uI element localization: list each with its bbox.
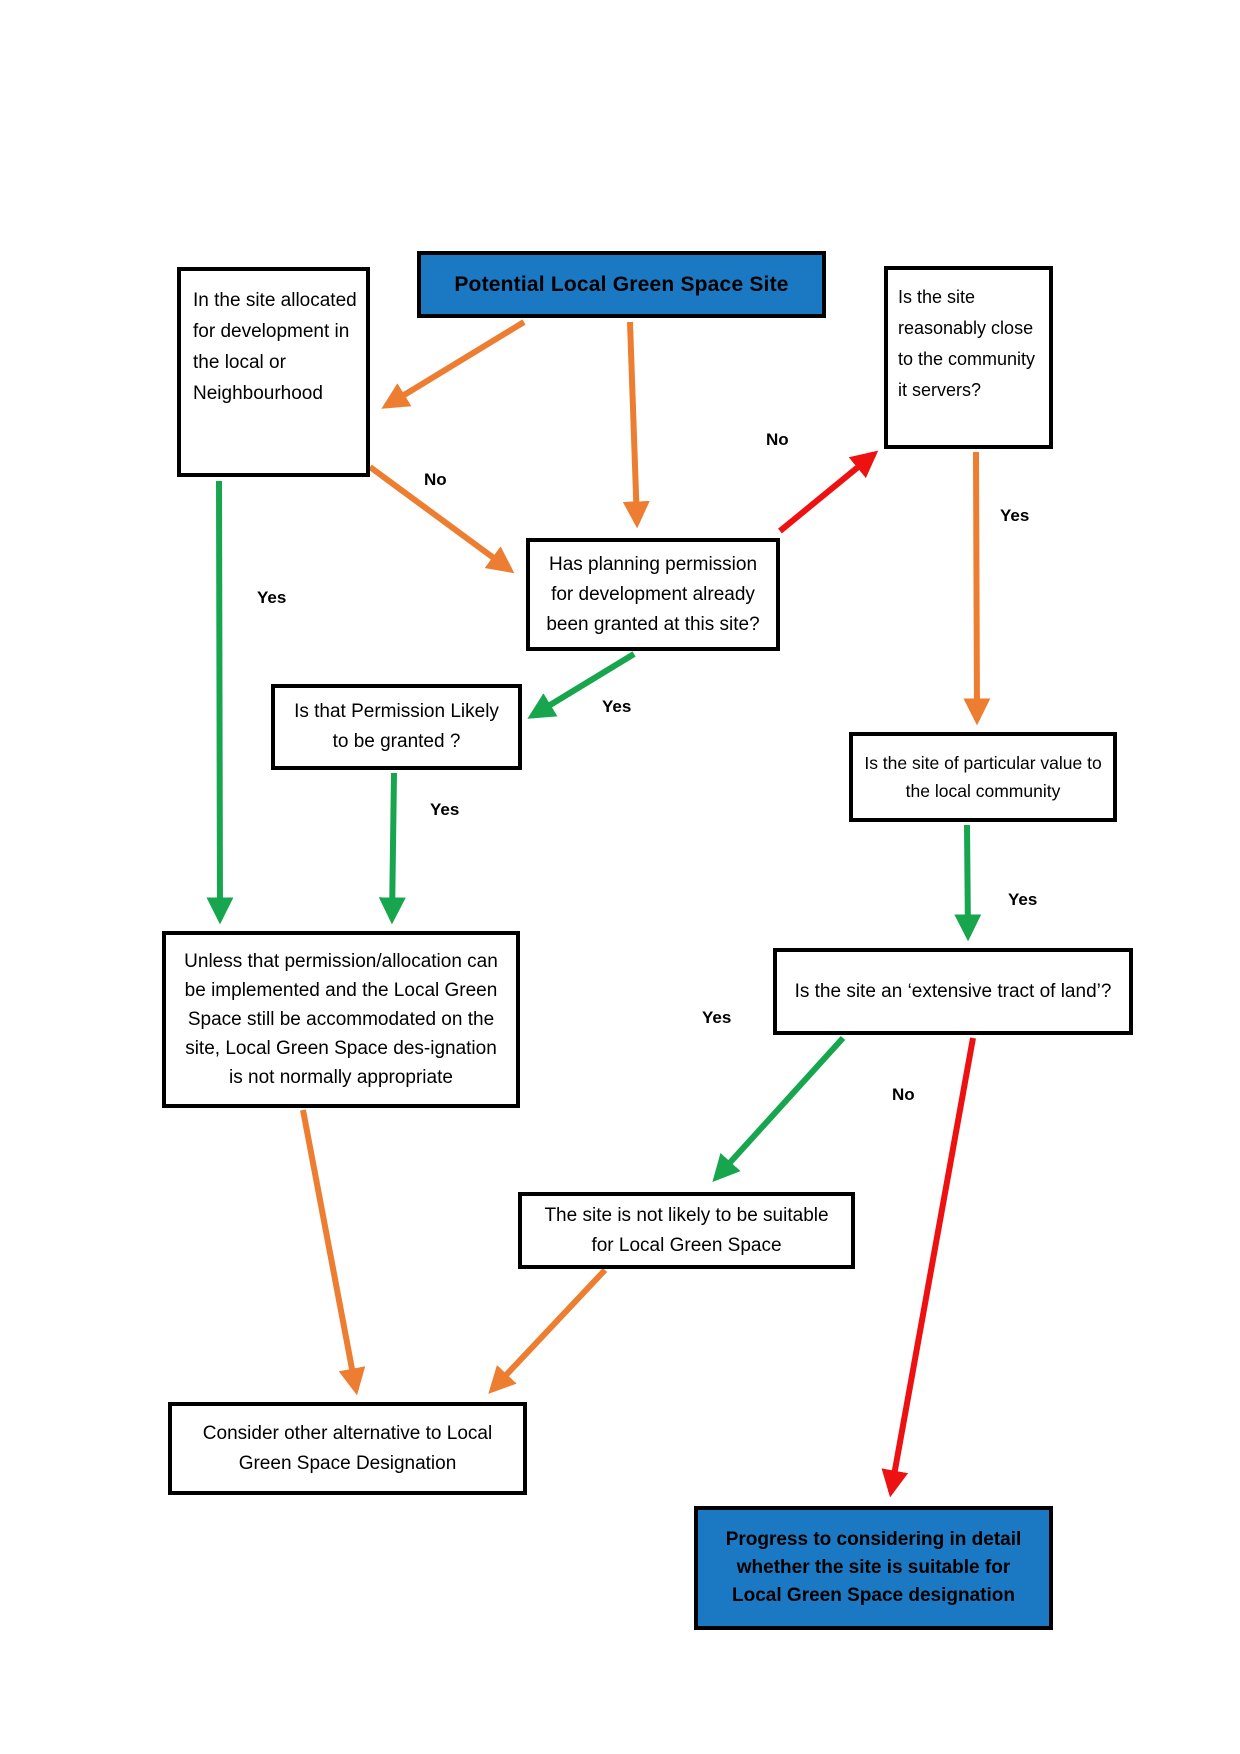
node-start: Potential Local Green Space Site: [417, 251, 826, 318]
edge-label-planning-permission-yes: Yes: [602, 697, 632, 716]
arrow-tract-to-not-suitable: [716, 1038, 843, 1178]
arrow-allocated-to-unless: [219, 481, 220, 919]
edge-label-tract-progress-no: No: [892, 1085, 915, 1104]
node-unless: Unless that permission/allocation can be implemented and the Local Green Space still be accommodated on the site, Local Green Space des-ignation is not normally appropriate: [162, 931, 520, 1108]
arrow-not-suitable-to-consider: [492, 1270, 605, 1390]
edge-label-allocated-unless-yes: Yes: [257, 588, 287, 607]
arrow-permission-to-unless: [392, 773, 394, 919]
node-permission: Is that Permission Likely to be granted ?: [271, 684, 522, 770]
edge-label-value-tract-yes: Yes: [1008, 890, 1038, 909]
edge-label-permission-unless-yes: Yes: [430, 800, 460, 819]
edge-label-tract-not-suitable-yes: Yes: [702, 1008, 732, 1027]
arrow-tract-to-progress: [891, 1038, 973, 1492]
arrow-start-to-planning: [630, 322, 637, 523]
node-not-suitable: The site is not likely to be suitable for Local Green Space: [518, 1192, 855, 1269]
arrow-value-to-tract: [967, 825, 968, 936]
node-planning: Has planning permission for development already been granted at this site?: [526, 538, 780, 651]
arrow-unless-to-consider: [303, 1110, 356, 1390]
arrow-planning-to-close: [780, 454, 874, 531]
node-consider: Consider other alternative to Local Green Space Designation: [168, 1402, 527, 1495]
arrow-start-to-allocated: [386, 322, 524, 406]
node-progress: Progress to considering in detail whether the site is suitable for Local Green Space designation: [694, 1506, 1053, 1630]
node-value: Is the site of particular value to the local community: [849, 732, 1117, 822]
edge-label-allocated-planning-no: No: [424, 470, 447, 489]
node-allocated: In the site allocated for development in the local or Neighbourhood: [177, 267, 370, 477]
node-tract: Is the site an ‘extensive tract of land’?: [773, 948, 1133, 1035]
edge-label-planning-close-no: No: [766, 430, 789, 449]
node-close: Is the site reasonably close to the community it servers?: [884, 266, 1053, 449]
arrow-close-to-value: [976, 452, 977, 720]
edge-label-close-value-yes: Yes: [1000, 506, 1030, 525]
